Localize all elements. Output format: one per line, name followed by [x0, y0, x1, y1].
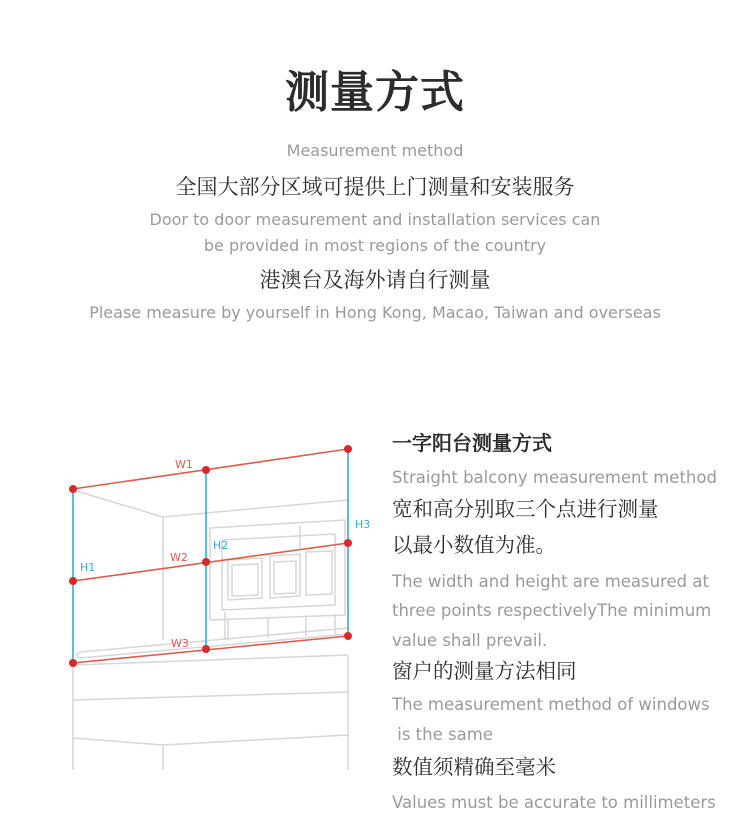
precision-zh: 数值须精确至毫米: [392, 755, 556, 779]
window-en-2: is the same: [392, 724, 493, 744]
label-w3: W3: [171, 637, 189, 650]
point: [344, 445, 352, 453]
precision-en: Values must be accurate to millimeters: [392, 793, 716, 812]
w1-line: [73, 449, 348, 489]
point: [344, 539, 352, 547]
overseas-zh: 港澳台及海外请自行测量: [259, 268, 491, 292]
overseas-en: Please measure by yourself in Hong Kong, Macao, Taiwan and overseas: [89, 303, 661, 322]
rule-en-2: three points respectivelyThe minimum: [392, 601, 712, 620]
info-heading-en: Straight balcony measurement method: [392, 468, 717, 487]
point: [69, 577, 77, 585]
point: [344, 632, 352, 640]
point: [69, 485, 77, 493]
subtitle-en: Measurement method: [286, 141, 464, 160]
rule-zh-2: 以最小数值为准。: [392, 532, 556, 557]
service-zh: 全国大部分区域可提供上门测量和安装服务: [175, 175, 575, 199]
label-w2: W2: [170, 551, 188, 564]
balcony-sketch: [73, 490, 348, 770]
point: [202, 558, 210, 566]
point: [202, 645, 210, 653]
service-en-line1: Door to door measurement and installation services can: [149, 210, 601, 229]
window-en-1: The measurement method of windows: [392, 695, 710, 714]
label-h2: H2: [213, 539, 229, 552]
service-en-line2: be provided in most regions of the country: [203, 236, 547, 255]
info-heading: 一字阳台测量方式: [392, 431, 552, 455]
balcony-diagram: [60, 430, 370, 775]
label-w1: W1: [175, 458, 193, 471]
rule-zh-1: 宽和高分别取三个点进行测量: [392, 496, 659, 521]
label-h1: H1: [80, 561, 96, 574]
point: [202, 466, 210, 474]
rule-en-3: value shall prevail.: [392, 630, 548, 650]
window-zh: 窗户的测量方法相同: [392, 659, 577, 683]
measurement-info: [392, 428, 742, 818]
rule-en-1: The width and height are measured at: [392, 571, 709, 591]
page-title: 测量方式: [285, 67, 465, 118]
point: [69, 659, 77, 667]
label-h3: H3: [355, 518, 370, 531]
